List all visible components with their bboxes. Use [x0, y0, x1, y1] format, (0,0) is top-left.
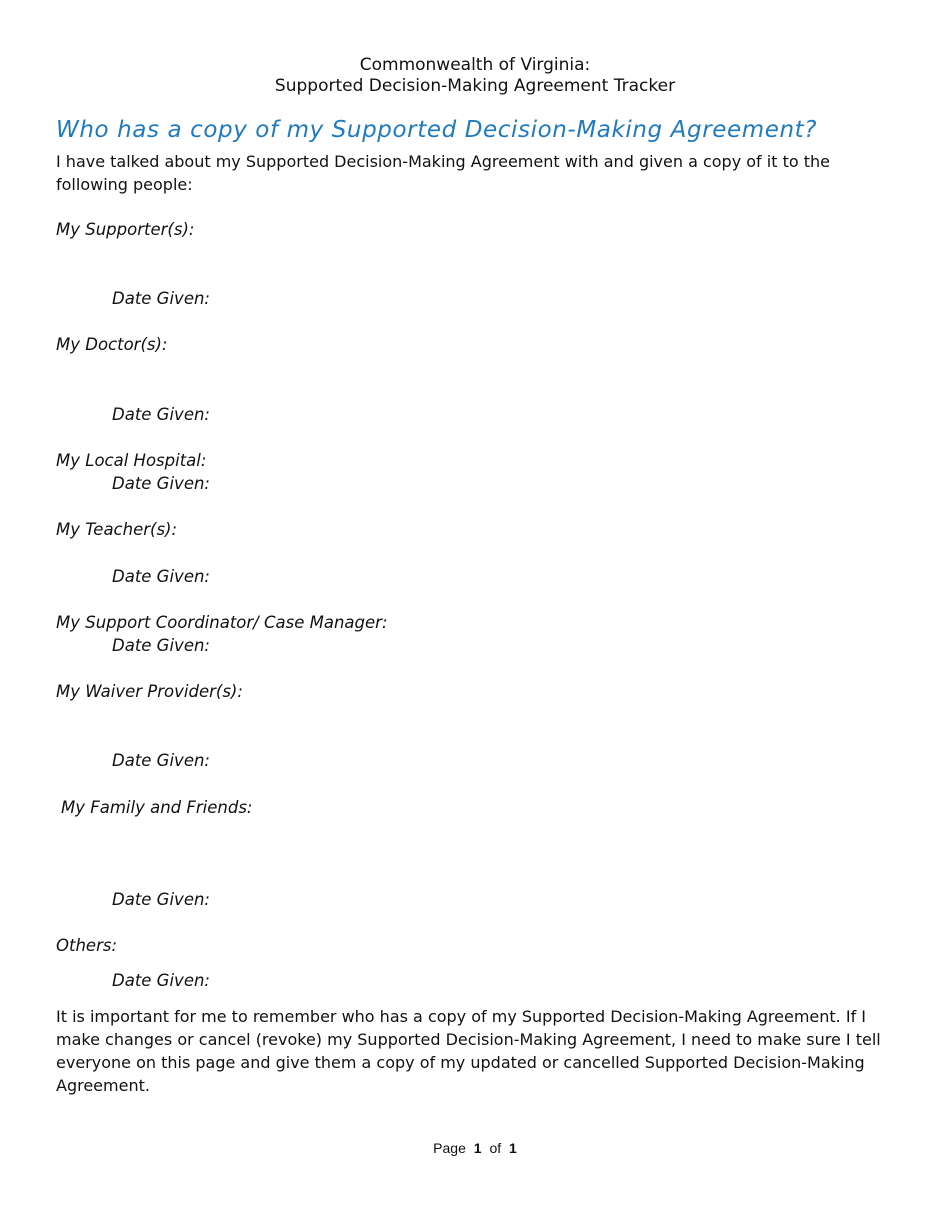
page-footer — [0, 1140, 950, 1156]
footer-of-word: of — [489, 1140, 502, 1156]
footer-page-word: Page — [433, 1140, 466, 1156]
closing-paragraph: It is important for me to remember who has a copy of my Supported Decision-Making Agreement. If I make changes or cancel (revoke) my Supported Decision-Making Agreement, I need to make sure I tell everyone on this page and give them a copy of my updated or cancelled Supported Decision-Making Agreement. — [56, 1007, 881, 1095]
document-title — [0, 55, 950, 97]
hospital-date-label: Date Given: — [112, 474, 210, 493]
teachers-label: My Teacher(s): — [56, 520, 178, 539]
teachers-date-label: Date Given: — [112, 567, 210, 586]
others-label: Others: — [56, 936, 118, 955]
waiver-date-label: Date Given: — [112, 751, 210, 770]
family-friends-label: My Family and Friends: — [61, 798, 253, 817]
others-date-label: Date Given: — [112, 971, 210, 990]
doctors-label: My Doctor(s): — [56, 335, 168, 354]
coordinator-label: My Support Coordinator/ Case Manager: — [56, 613, 388, 632]
supporters-date-label: Date Given: — [112, 289, 210, 308]
waiver-provider-label: My Waiver Provider(s): — [56, 682, 243, 701]
title-line-2: Supported Decision-Making Agreement Tracker — [274, 76, 676, 96]
supporters-label: My Supporter(s): — [56, 220, 195, 239]
coordinator-date-label: Date Given: — [112, 636, 210, 655]
title-line-1: Commonwealth of Virginia: — [359, 55, 591, 75]
doctors-date-label: Date Given: — [112, 405, 210, 424]
family-date-label: Date Given: — [112, 890, 210, 909]
section-heading: Who has a copy of my Supported Decision-Making Agreement? — [56, 117, 818, 143]
footer-total-pages: 1 — [509, 1140, 517, 1156]
hospital-label: My Local Hospital: — [56, 451, 207, 470]
intro-paragraph: I have talked about my Supported Decision-Making Agreement with and given a copy of it to the following people: — [56, 152, 830, 194]
footer-current-page: 1 — [473, 1140, 482, 1156]
